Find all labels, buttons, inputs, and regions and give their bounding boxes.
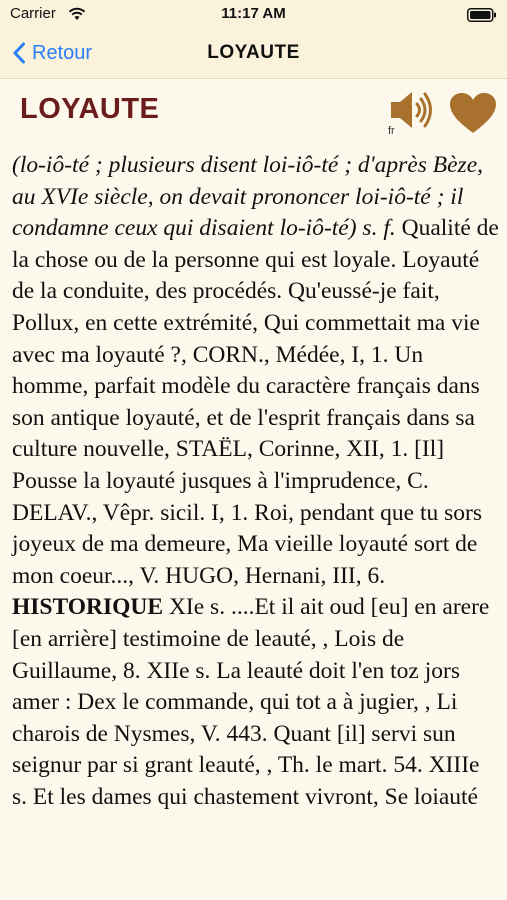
word-header: [0, 79, 507, 145]
heart-icon[interactable]: [448, 91, 498, 135]
status-bar: [0, 0, 507, 28]
entry-word-title: LOYAUTE: [20, 93, 160, 125]
carrier-label: Carrier: [10, 5, 56, 22]
etymology-text: (lo-iô-té ; plusieurs disent loi-iô-té ; d'après Bèze, au XVIe siècle, on devait prononcer loi-iô-té ; il condamne ceux qui disaient lo-iô-té) s. f.: [12, 152, 484, 242]
navigation-bar: [0, 28, 507, 79]
page-title: LOYAUTE: [207, 42, 300, 63]
historique-text: XIe s. ....Et il ait oud [eu] en arere [en arrière] testimoine de leauté, , Lois de Guillaume, 8. XIIe s. La leauté doit l'en toz jors amer : Dex le commande, qui tot a à jugier, , Li charois de Nysmes, V. 443. Quant [il] servi sun seignur par si grant leauté, , Th. le mart. 54. XIIIe s. Et les dames qui chastement vivront, Se loiauté: [12, 594, 490, 810]
definition-body: Qualité de la chose ou de la personne qui est loyale. Loyauté de la conduite, des procédés. Qu'eussé-je fait, Pollux, en cette extrémité, Qui commettait ma vie avec ma loyauté ?, CORN., Médée, I, 1. Un homme, parfait modèle du caractère français dans son antique loyauté, et de l'esprit français dans sa culture nouvelle, STAËL, Corinne, XII, 1. [Il] Pousse la loyauté jusques à l'imprudence, C. DELAV., Vêpr. sicil. I, 1. Roi, pendant que tu sors joyeux de ma demeure, Ma vieille loyauté sort de mon coeur..., V. HUGO, Hernani, III, 6.: [12, 215, 499, 589]
speaker-language-label: fr: [388, 125, 395, 137]
battery-icon: [467, 8, 497, 22]
speaker-icon[interactable]: [388, 87, 438, 137]
historique-label: HISTORIQUE: [12, 594, 164, 621]
definition-paragraph: [12, 150, 499, 813]
definition-text: [12, 150, 499, 813]
status-time: 11:17 AM: [221, 5, 286, 22]
back-label: Retour: [32, 41, 93, 64]
